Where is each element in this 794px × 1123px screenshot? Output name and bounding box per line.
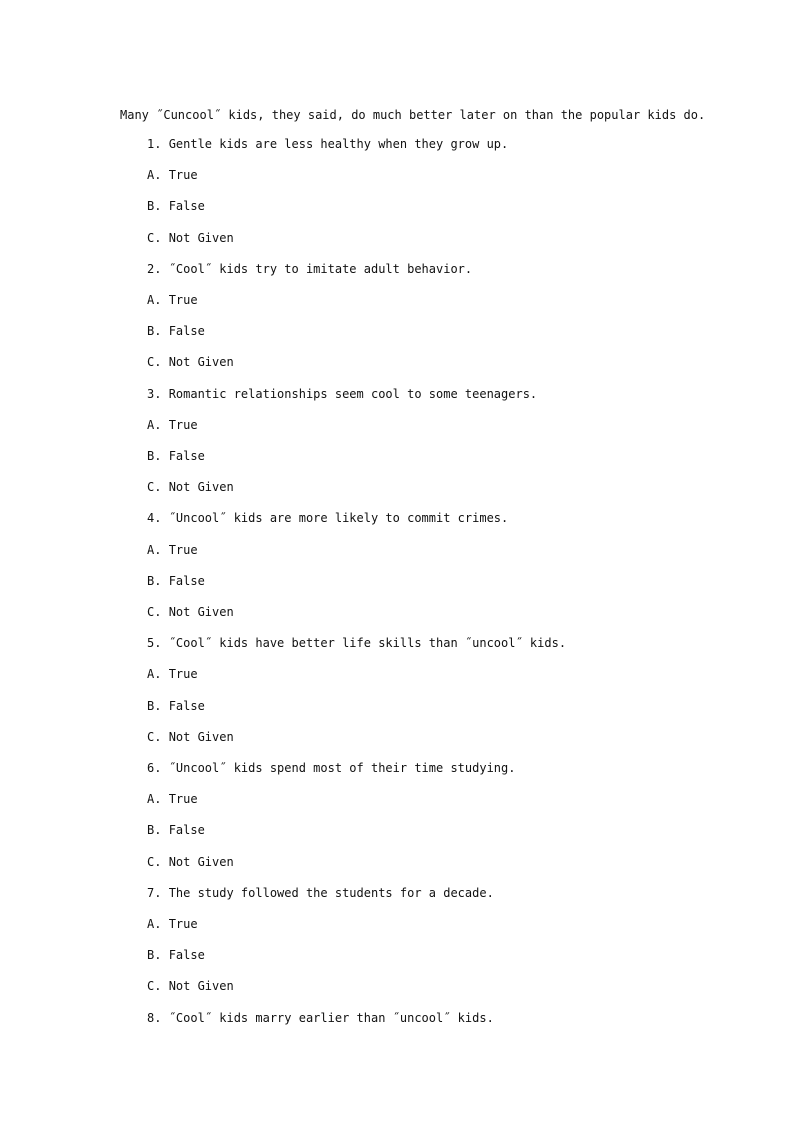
- option-label: False: [168, 948, 205, 962]
- option-letter: A.: [147, 168, 162, 182]
- option-5c: [147, 729, 234, 745]
- question-2: [147, 261, 472, 277]
- option-letter: B.: [147, 324, 162, 338]
- option-letter: A.: [147, 917, 162, 931]
- question-number: 7.: [147, 886, 162, 900]
- option-label: Not Given: [168, 231, 234, 245]
- question-number: 6.: [147, 761, 162, 775]
- option-2b: [147, 323, 205, 339]
- question-5: [147, 635, 566, 651]
- option-label: True: [168, 293, 198, 307]
- question-number: 3.: [147, 387, 162, 401]
- option-4c: [147, 604, 234, 620]
- option-letter: C.: [147, 231, 162, 245]
- option-label: True: [168, 792, 198, 806]
- option-label: Not Given: [168, 480, 234, 494]
- option-7a: [147, 916, 198, 932]
- option-letter: B.: [147, 948, 162, 962]
- option-3b: [147, 448, 205, 464]
- option-3a: [147, 417, 198, 433]
- option-letter: B.: [147, 199, 162, 213]
- option-label: True: [168, 168, 198, 182]
- option-7c: [147, 978, 234, 994]
- option-2c: [147, 354, 234, 370]
- option-label: Not Given: [168, 605, 234, 619]
- option-3c: [147, 479, 234, 495]
- option-2a: [147, 292, 198, 308]
- option-letter: C.: [147, 855, 162, 869]
- option-letter: A.: [147, 792, 162, 806]
- question-number: 4.: [147, 511, 162, 525]
- option-label: False: [168, 324, 205, 338]
- option-label: True: [168, 917, 198, 931]
- question-number: 2.: [147, 262, 162, 276]
- question-number: 8.: [147, 1011, 162, 1025]
- question-text: Gentle kids are less healthy when they grow up.: [168, 137, 509, 151]
- option-letter: A.: [147, 418, 162, 432]
- intro-sentence: Many ˝Cuncool˝ kids, they said, do much better later on than the popular kids do.: [120, 108, 706, 122]
- option-label: True: [168, 418, 198, 432]
- question-text: ˝Uncool˝ kids spend most of their time studying.: [168, 761, 516, 775]
- option-label: Not Given: [168, 355, 234, 369]
- question-8: [147, 1010, 494, 1026]
- option-letter: C.: [147, 979, 162, 993]
- question-6: [147, 760, 515, 776]
- option-letter: B.: [147, 823, 162, 837]
- question-text: ˝Cool˝ kids have better life skills than ˝uncool˝ kids.: [168, 636, 567, 650]
- option-label: True: [168, 667, 198, 681]
- option-1b: [147, 198, 205, 214]
- option-5b: [147, 698, 205, 714]
- question-text: Romantic relationships seem cool to some teenagers.: [168, 387, 538, 401]
- option-6a: [147, 791, 198, 807]
- option-label: False: [168, 199, 205, 213]
- option-1c: [147, 230, 234, 246]
- option-label: False: [168, 699, 205, 713]
- option-label: False: [168, 823, 205, 837]
- option-4b: [147, 573, 205, 589]
- option-label: Not Given: [168, 855, 234, 869]
- question-number: 1.: [147, 137, 162, 151]
- question-text: ˝Cool˝ kids marry earlier than ˝uncool˝ kids.: [168, 1011, 494, 1025]
- option-4a: [147, 542, 198, 558]
- option-7b: [147, 947, 205, 963]
- option-label: False: [168, 574, 205, 588]
- question-3: [147, 386, 537, 402]
- option-label: Not Given: [168, 730, 234, 744]
- question-7: [147, 885, 494, 901]
- option-letter: A.: [147, 293, 162, 307]
- option-letter: A.: [147, 667, 162, 681]
- option-letter: C.: [147, 355, 162, 369]
- option-letter: A.: [147, 543, 162, 557]
- option-5a: [147, 666, 198, 682]
- option-letter: B.: [147, 699, 162, 713]
- option-6c: [147, 854, 234, 870]
- option-letter: B.: [147, 574, 162, 588]
- option-letter: C.: [147, 480, 162, 494]
- question-text: The study followed the students for a decade.: [168, 886, 494, 900]
- question-4: [147, 510, 508, 526]
- option-label: Not Given: [168, 979, 234, 993]
- option-letter: C.: [147, 730, 162, 744]
- question-text: ˝Cool˝ kids try to imitate adult behavior.: [168, 262, 473, 276]
- option-letter: B.: [147, 449, 162, 463]
- option-6b: [147, 822, 205, 838]
- option-label: True: [168, 543, 198, 557]
- question-number: 5.: [147, 636, 162, 650]
- question-text: ˝Uncool˝ kids are more likely to commit crimes.: [168, 511, 509, 525]
- question-1: [147, 136, 508, 152]
- option-label: False: [168, 449, 205, 463]
- option-letter: C.: [147, 605, 162, 619]
- option-1a: [147, 167, 198, 183]
